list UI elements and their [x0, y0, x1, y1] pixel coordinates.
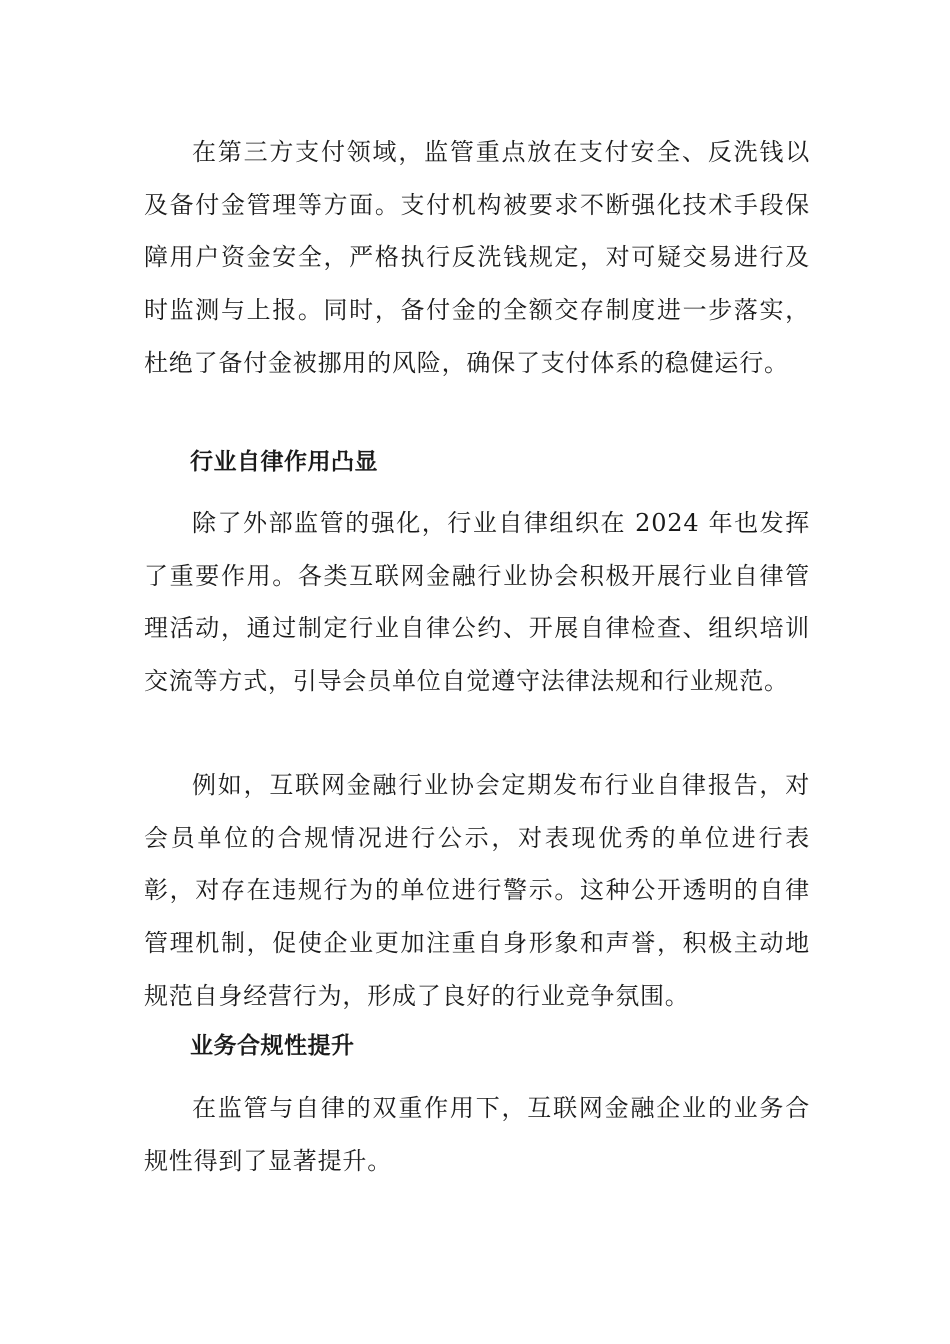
- section-heading-self-regulation: 行业自律作用凸显: [190, 449, 378, 475]
- section-heading-compliance: 业务合规性提升: [190, 1033, 355, 1059]
- paragraph-compliance-improved: 在监管与自律的双重作用下，互联网金融企业的业务合规性得到了显著提升。: [144, 1094, 810, 1175]
- paragraph-third-party-payment: 在第三方支付领域，监管重点放在支付安全、反洗钱以及备付金管理等方面。支付机构被要求不断强化技术手段保障用户资金安全，严格执行反洗钱规定，对可疑交易进行及时监测与上报。同时，备付金的全额交存制度进一步落实，杜绝了备付金被挪用的风险，确保了支付体系的稳健运行。: [144, 138, 810, 377]
- paragraph-example-reports: 例如，互联网金融行业协会定期发布行业自律报告，对会员单位的合规情况进行公示，对表现优秀的单位进行表彰，对存在违规行为的单位进行警示。这种公开透明的自律管理机制，促使企业更加注重自身形象和声誉，积极主动地规范自身经营行为，形成了良好的行业竞争氛围。: [144, 771, 810, 1010]
- paragraph-self-regulation-role: 除了外部监管的强化，行业自律组织在 2024 年也发挥了重要作用。各类互联网金融行业协会积极开展行业自律管理活动，通过制定行业自律公约、开展自律检查、组织培训交流等方式，引导会员单位自觉遵守法律法规和行业规范。: [144, 509, 810, 696]
